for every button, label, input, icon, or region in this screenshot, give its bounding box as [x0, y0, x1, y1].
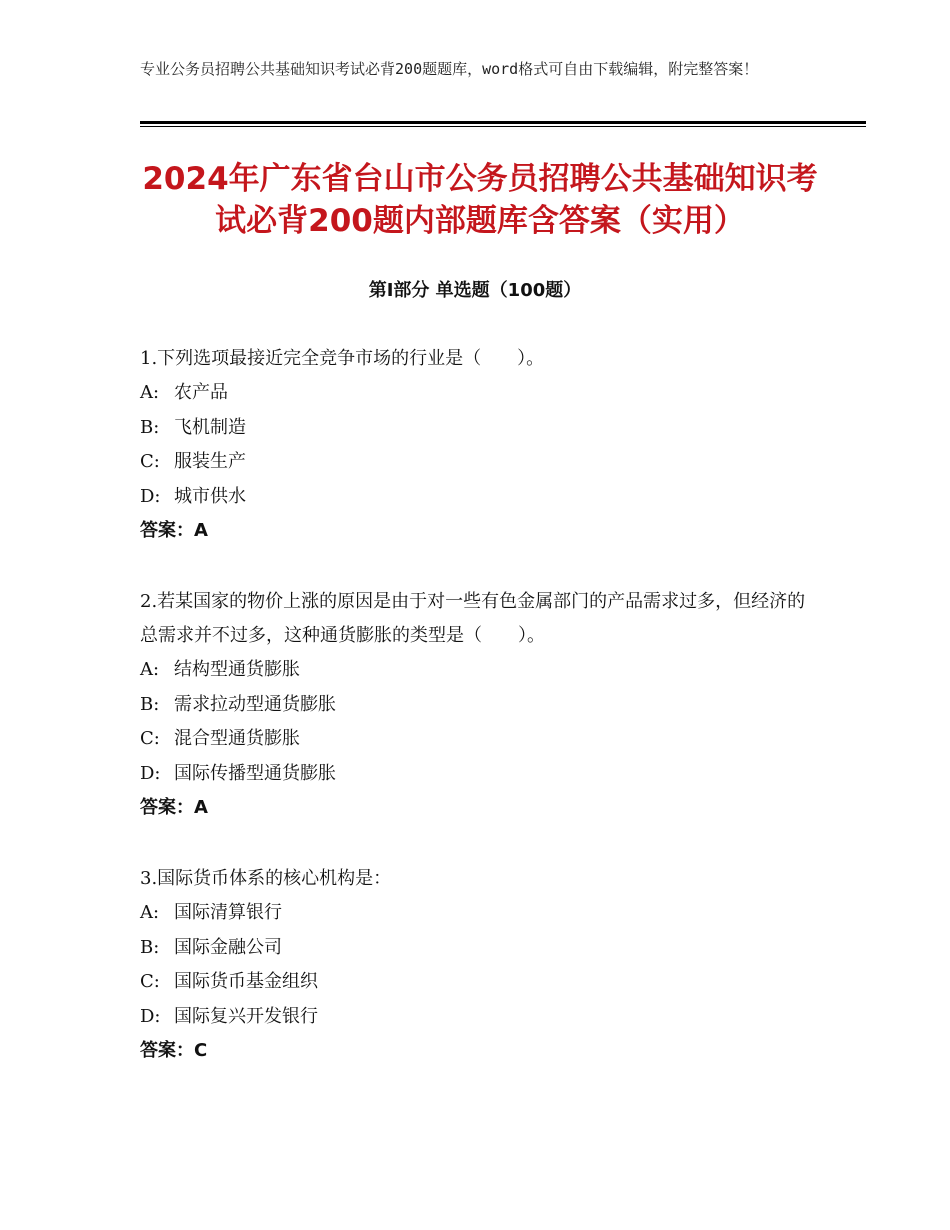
option-letter: C:: [140, 451, 160, 472]
question-stem: 3.国际货币体系的核心机构是：: [140, 868, 392, 889]
option-text: 城市供水: [174, 485, 246, 507]
option-d: [140, 757, 820, 792]
answer: 答案：A: [140, 520, 208, 541]
option-letter: D:: [140, 762, 161, 784]
option-c: [140, 722, 820, 757]
option-text: 国际货币基金组织: [174, 971, 318, 992]
option-b: [140, 411, 820, 446]
option-c: [140, 445, 820, 480]
option-a: [140, 653, 820, 688]
option-letter: B:: [140, 693, 160, 715]
option-a: [140, 896, 820, 931]
option-letter: B:: [140, 416, 160, 438]
option-text: 结构型通货膨胀: [174, 659, 300, 680]
document-title: 2024年广东省台山市公务员招聘公共基础知识考试必背200题内部题库含答案（实用）: [142, 161, 818, 239]
option-letter: A:: [140, 659, 160, 680]
option-letter: A:: [140, 902, 160, 923]
option-text: 国际清算银行: [174, 902, 282, 923]
header-note: 专业公务员招聘公共基础知识考试必背200题题库，word格式可自由下载编辑，附完整答案！: [140, 60, 759, 78]
option-text: 国际金融公司: [174, 936, 282, 958]
question-stem: 2.若某国家的物价上涨的原因是由于对一些有色金属部门的产品需求过多，但经济的总需求并不过多，这种通货膨胀的类型是（ ）。: [140, 591, 806, 646]
option-letter: D:: [140, 485, 161, 507]
option-text: 服装生产: [174, 451, 246, 472]
option-text: 飞机制造: [174, 416, 246, 438]
header-rule-thick: [140, 121, 866, 124]
section-title: 第Ⅰ部分 单选题（100题）: [368, 280, 582, 301]
header-rule-thin: [140, 126, 866, 127]
option-c: [140, 965, 820, 1000]
question-3: [140, 862, 820, 1068]
option-letter: B:: [140, 936, 160, 958]
option-letter: C:: [140, 971, 160, 992]
option-d: [140, 480, 820, 515]
question-stem: 1.下列选项最接近完全竞争市场的行业是（ ）。: [140, 348, 545, 369]
question-list: [140, 342, 820, 1105]
option-text: 国际传播型通货膨胀: [174, 762, 336, 784]
option-d: [140, 1000, 820, 1035]
option-letter: D:: [140, 1005, 161, 1027]
option-a: [140, 376, 820, 411]
question-2: [140, 585, 820, 825]
option-text: 国际复兴开发银行: [174, 1005, 318, 1027]
option-b: [140, 688, 820, 723]
option-text: 混合型通货膨胀: [174, 728, 300, 749]
option-text: 需求拉动型通货膨胀: [174, 693, 336, 715]
question-1: [140, 342, 820, 548]
option-text: 农产品: [174, 382, 228, 403]
option-letter: A:: [140, 382, 160, 403]
option-letter: C:: [140, 728, 160, 749]
answer: 答案：A: [140, 797, 208, 818]
answer: 答案：C: [140, 1040, 208, 1061]
option-b: [140, 931, 820, 966]
